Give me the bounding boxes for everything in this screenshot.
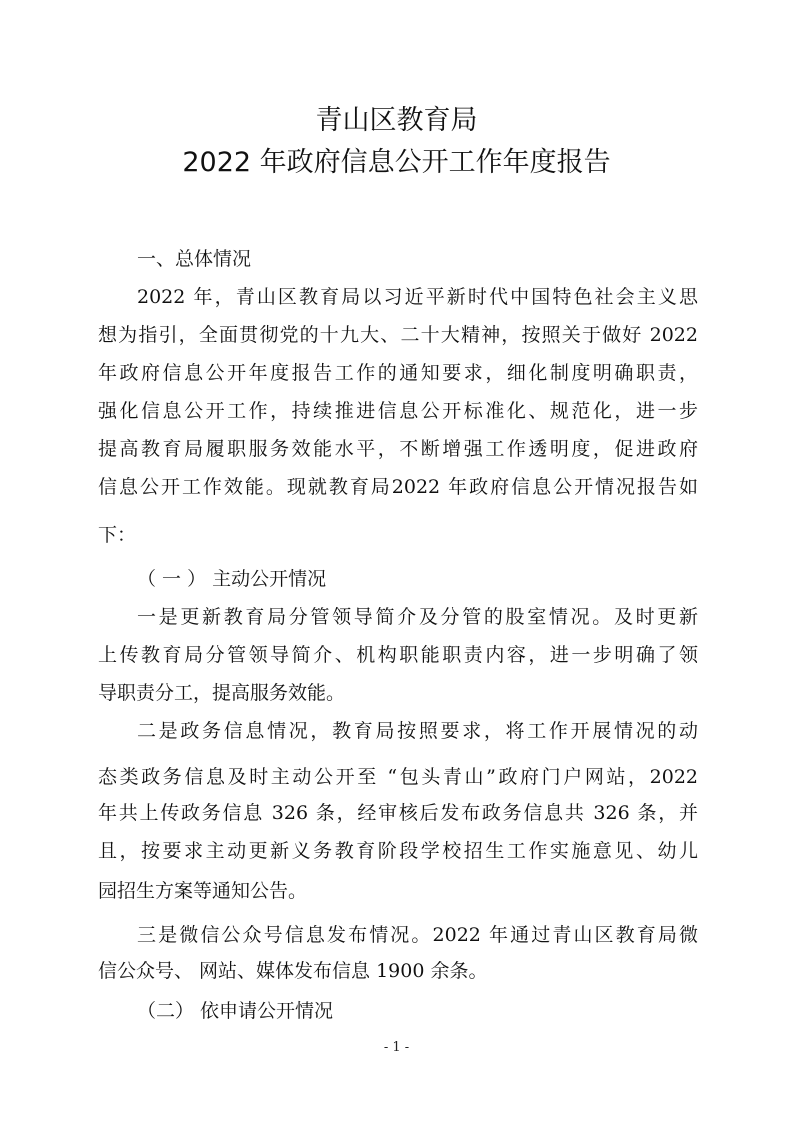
paragraph-line: 且，按要求主动更新义务教育阶段学校招生工作实施意见、幼儿	[98, 840, 698, 862]
paragraph-line: 态类政务信息及时主动公开至 “包头青山”政府门户网站，2022	[98, 766, 698, 788]
paragraph-line: 2022 年，青山区教育局以习近平新时代中国特色社会主义思	[137, 286, 698, 308]
paragraph-line: 上传教育局分管领导简介、机构职能职责内容，进一步明确了领	[98, 644, 698, 666]
paragraph-line: 园招生方案等通知公告。	[98, 880, 308, 902]
paragraph-line: 强化信息公开工作，持续推进信息公开标准化、规范化，进一步	[98, 400, 698, 422]
title-line-1: 青山区教育局	[315, 105, 478, 136]
section-heading: 一、总体情况	[137, 248, 252, 270]
paragraph-line: 导职责分工，提高服务效能。	[98, 682, 346, 704]
title-line-2: 2022 年政府信息公开工作年度报告	[182, 147, 611, 178]
paragraph-line: 二是政务信息情况，教育局按照要求，将工作开展情况的动	[137, 720, 698, 742]
paragraph-line: 提高教育局履职服务效能水平，不断增强工作透明度，促进政府	[98, 438, 698, 460]
paragraph-line: 信息公开工作效能。现就教育局2022 年政府信息公开情况报告如	[98, 476, 698, 498]
paragraph-line: 一是更新教育局分管领导简介及分管的股室情况。及时更新	[137, 606, 698, 628]
subsection-heading: （二） 依申请公开情况	[137, 1000, 334, 1022]
paragraph-line: 三是微信公众号信息发布情况。2022 年通过青山区教育局微	[137, 924, 698, 946]
paragraph-line: 下：	[98, 524, 137, 546]
paragraph-line: 想为指引，全面贯彻党的十九大、二十大精神，按照关于做好 2022	[98, 324, 698, 346]
paragraph-line: 年政府信息公开年度报告工作的通知要求，细化制度明确职责，	[98, 362, 698, 384]
paragraph-line: 年共上传政务信息 326 条，经审核后发布政务信息共 326 条，并	[98, 802, 698, 824]
subsection-heading: （ 一 ） 主动公开情况	[137, 568, 327, 590]
paragraph-line: 信公众号、 网站、媒体发布信息 1900 余条。	[98, 960, 488, 982]
page-number: - 1 -	[383, 1040, 410, 1055]
